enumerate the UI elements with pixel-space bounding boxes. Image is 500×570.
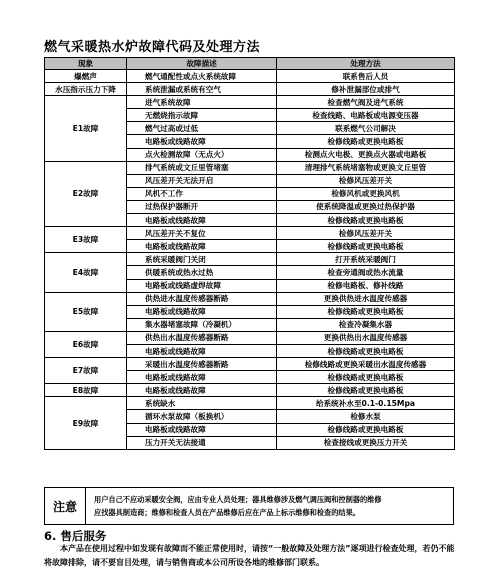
- solution-cell: 检修风压差开关: [277, 227, 455, 240]
- fault-description-cell: 风机不工作: [127, 187, 277, 200]
- solution-cell: 检修线路或更换电路板: [277, 344, 455, 357]
- fault-description-cell: 电路板或线路故障: [127, 423, 277, 436]
- fault-description-cell: 无燃烧指示故障: [127, 109, 277, 122]
- table-row: [45, 161, 455, 174]
- section-paragraph: 本产品在使用过程中如发现有故障而不能正常使用时，请按“一般故障及处理方法”逐项进行检查处理，若仍不能将故障排除，请不要盲目处理，请与销售商或本公司所设各地的维修部门联系。: [44, 544, 455, 567]
- solution-cell: 检修线路或更换电路板: [277, 214, 455, 227]
- fault-description-cell: 排气系统或文丘里管堵塞: [127, 161, 277, 174]
- solution-cell: 检修线路或更换电路板: [277, 423, 455, 436]
- fault-description-cell: 电路板或线路故障: [127, 384, 277, 397]
- fault-description-cell: 电路板或线路故障: [127, 135, 277, 148]
- solution-cell: 联系燃气公司解决: [277, 122, 455, 135]
- fault-code-cell: E4故障: [45, 253, 127, 292]
- solution-cell: 检查线路、电路板或电源变压器: [277, 109, 455, 122]
- fault-code-cell: E7故障: [45, 358, 127, 384]
- fault-description-cell: 风压差开关无法开启: [127, 174, 277, 187]
- fault-description-cell: 电路板或线路虚焊故障: [127, 279, 277, 292]
- solution-cell: 检修水泵: [277, 410, 455, 423]
- fault-code-cell: 爆燃声: [45, 70, 127, 83]
- fault-description-cell: 点火检测故障（无点火）: [127, 148, 277, 161]
- fault-code-cell: E2故障: [45, 161, 127, 226]
- solution-cell: 检修电路板、修补线路: [277, 279, 455, 292]
- solution-cell: 检查燃气阀及进气系统: [277, 96, 455, 109]
- header-fault-description: 故障描述: [127, 58, 277, 70]
- solution-cell: 更换供热出水温度传感器: [277, 331, 455, 344]
- solution-cell: 检修风压差开关: [277, 174, 455, 187]
- solution-cell: 检修风机或更换风机: [277, 187, 455, 200]
- solution-cell: 检修线路或更换电路板: [277, 135, 455, 148]
- fault-description-cell: 压力开关无法接通: [127, 436, 277, 449]
- solution-cell: 使系统降温或更换过热保护器: [277, 200, 455, 213]
- fault-description-cell: 循环水泵故障（板换机）: [127, 410, 277, 423]
- solution-cell: 检查冷凝集水器: [277, 318, 455, 331]
- solution-cell: 检修线路或更换电路板: [277, 384, 455, 397]
- fault-description-cell: 采暖出水温度传感器断路: [127, 358, 277, 371]
- fault-description-cell: 系统泄漏或系统有空气: [127, 83, 277, 96]
- solution-cell: 联系售后人员: [277, 70, 455, 83]
- fault-description-cell: 供热出水温度传感器断路: [127, 331, 277, 344]
- table-row: [45, 253, 455, 266]
- fault-description-cell: 系统缺水: [127, 397, 277, 410]
- fault-description-cell: 风压差开关不复位: [127, 227, 277, 240]
- notice-label: 注意: [45, 488, 86, 524]
- fault-code-cell: E9故障: [45, 397, 127, 449]
- fault-description-cell: 电路板或线路故障: [127, 214, 277, 227]
- solution-cell: 检测点火电极、更换点火器或电路板: [277, 148, 455, 161]
- fault-code-table: [44, 57, 455, 450]
- notice-text: [86, 488, 453, 524]
- fault-code-cell: E1故障: [45, 96, 127, 161]
- solution-cell: 检修线路或更换电路板: [277, 240, 455, 253]
- notice-line: 应找器具制造商；维修和检查人员在产品维修后应在产品上标示维修和检查的结果。: [94, 508, 360, 517]
- fault-code-cell: E6故障: [45, 331, 127, 357]
- header-solution: 处理方法: [277, 58, 455, 70]
- solution-cell: 检修线路或更换电路板: [277, 305, 455, 318]
- solution-cell: 打开系统采暖阀门: [277, 253, 455, 266]
- solution-cell: 检修线路或更换电路板: [277, 371, 455, 384]
- section-heading: 6. 售后服务: [44, 529, 107, 543]
- table-row: [45, 96, 455, 109]
- solution-cell: 给系统补水至0.1-0.15Mpa: [277, 397, 455, 410]
- table-row: [45, 227, 455, 240]
- table-row: [45, 397, 455, 410]
- fault-description-cell: 系统采暖阀门关闭: [127, 253, 277, 266]
- fault-description-cell: 电路板或线路故障: [127, 344, 277, 357]
- fault-code-cell: E3故障: [45, 227, 127, 253]
- solution-cell: 检修线路或更换采暖出水温度传感器: [277, 358, 455, 371]
- notice-line: 用户自己不应动采暖安全阀，应由专业人员处理；器具维修涉及燃气调压阀和控制器的维修: [94, 495, 382, 504]
- fault-description-cell: 电路板或线路故障: [127, 240, 277, 253]
- notice-box: [44, 487, 454, 525]
- table-header-row: [45, 58, 455, 70]
- fault-description-cell: 电路板或线路故障: [127, 305, 277, 318]
- table-row: [45, 292, 455, 305]
- fault-description-cell: 燃气通配性或点火系统故障: [127, 70, 277, 83]
- fault-description-cell: 供暖系统或热水过热: [127, 266, 277, 279]
- table-row: [45, 358, 455, 371]
- fault-description-cell: 供热进水温度传感器断路: [127, 292, 277, 305]
- table-body: [45, 70, 455, 450]
- fault-description-cell: 电路板或线路故障: [127, 371, 277, 384]
- header-phenomenon: 现象: [45, 58, 127, 70]
- fault-code-cell: 水压指示压力下降: [45, 83, 127, 96]
- fault-description-cell: 燃气过高或过低: [127, 122, 277, 135]
- table-row: [45, 384, 455, 397]
- fault-description-cell: 集水器堵塞故障（冷凝机）: [127, 318, 277, 331]
- solution-cell: 检查旁通阀或热水流量: [277, 266, 455, 279]
- table-row: [45, 331, 455, 344]
- page-title: 燃气采暖热水炉故障代码及处理方法: [44, 40, 261, 55]
- table-row: [45, 83, 455, 96]
- table-row: [45, 70, 455, 83]
- fault-description-cell: 进气系统故障: [127, 96, 277, 109]
- fault-code-cell: E5故障: [45, 292, 127, 331]
- fault-code-cell: E8故障: [45, 384, 127, 397]
- solution-cell: 修补泄漏部位或排气: [277, 83, 455, 96]
- solution-cell: 更换供热进水温度传感器: [277, 292, 455, 305]
- solution-cell: 检查接线或更换压力开关: [277, 436, 455, 449]
- solution-cell: 清理排气系统堵塞物或更换文丘里管: [277, 161, 455, 174]
- fault-description-cell: 过热保护器断开: [127, 200, 277, 213]
